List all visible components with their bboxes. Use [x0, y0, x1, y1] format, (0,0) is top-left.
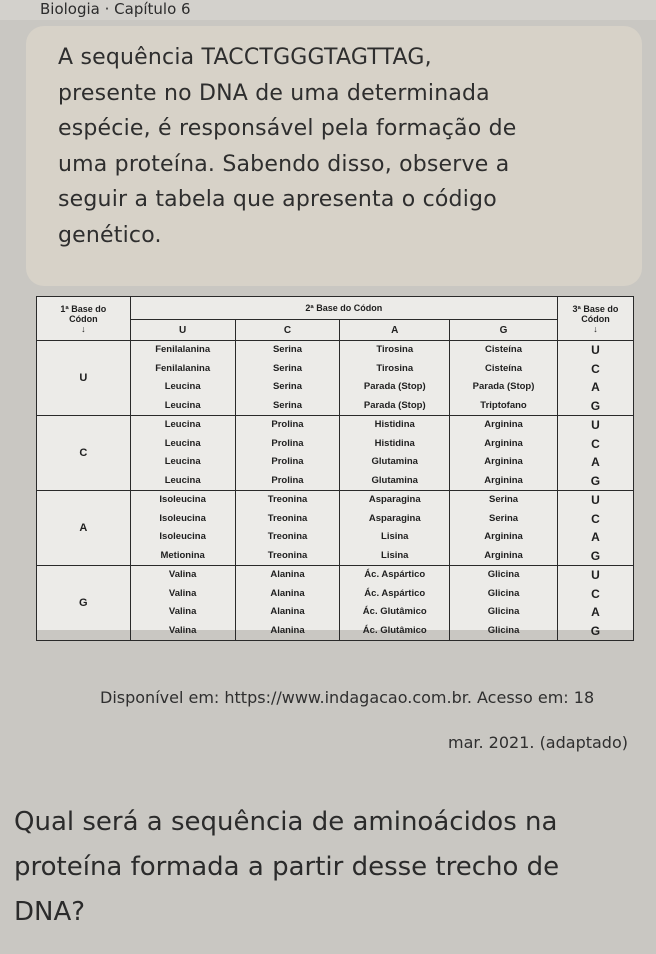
amino-acid-cell: [130, 341, 235, 416]
third-base-label: A: [591, 380, 600, 394]
third-base-label: C: [591, 436, 600, 451]
amino-acid-label: Leucina: [164, 456, 201, 467]
amino-acid-label: Arginina: [484, 456, 523, 467]
amino-acid-label: Lisina: [381, 549, 409, 561]
intro-text: [58, 40, 618, 253]
third-base-label: G: [590, 398, 601, 413]
codon-row-group: [37, 566, 634, 641]
third-base-label: G: [590, 623, 601, 638]
amino-acid-cell: [235, 566, 340, 641]
amino-acid-label: Cisteína: [485, 362, 523, 374]
amino-acid-label: Valina: [168, 606, 197, 617]
first-base-cell: U: [37, 341, 131, 416]
first-base-cell: G: [37, 566, 131, 641]
amino-acid-label: Arginina: [484, 531, 523, 542]
amino-acid-label: Parada (Stop): [472, 381, 535, 392]
amino-acid-label: Leucina: [164, 474, 201, 486]
amino-acid-label: Treonina: [267, 531, 308, 542]
amino-acid-label: Ác. Glutâmico: [362, 606, 427, 617]
amino-acid-label: Prolina: [271, 474, 304, 486]
amino-acid-label: Alanina: [270, 569, 305, 580]
amino-acid-label: Fenilalanina: [155, 362, 211, 374]
amino-acid-label: Alanina: [270, 587, 305, 599]
amino-acid-label: Lisina: [381, 531, 409, 542]
amino-acid-label: Fenilalanina: [155, 344, 211, 355]
third-base-label: G: [590, 473, 601, 488]
third-base-cell: [557, 416, 633, 491]
amino-acid-label: Arginina: [484, 437, 523, 449]
amino-acid-label: Glicina: [487, 569, 520, 580]
amino-acid-label: Treonina: [267, 549, 308, 561]
amino-acid-label: Parada (Stop): [363, 381, 426, 392]
first-base-cell: C: [37, 416, 131, 491]
amino-acid-label: Leucina: [164, 399, 201, 411]
amino-acid-label: Prolina: [271, 456, 304, 467]
amino-acid-label: Valina: [168, 587, 197, 599]
amino-acid-label: Serina: [272, 362, 303, 374]
question-line: DNA?: [14, 897, 86, 927]
intro-line: seguir a tabela que apresenta o código: [58, 187, 497, 212]
amino-acid-label: Histidina: [374, 419, 415, 430]
header-bar: [0, 0, 656, 20]
intro-line: genético.: [58, 222, 162, 248]
amino-acid-label: Asparagina: [368, 512, 421, 524]
question-line: proteína formada a partir desse trecho de: [14, 852, 560, 882]
amino-acid-label: Leucina: [164, 381, 201, 392]
third-base-label: U: [591, 493, 600, 507]
amino-acid-cell: [235, 491, 340, 566]
page-title: Biologia · Capítulo 6: [40, 0, 191, 18]
amino-acid-label: Glutamina: [371, 474, 418, 486]
amino-acid-label: Leucina: [164, 419, 201, 430]
third-base-label: C: [591, 586, 600, 601]
amino-acid-label: Glicina: [487, 587, 520, 599]
amino-acid-label: Alanina: [270, 624, 305, 636]
amino-acid-label: Serina: [272, 381, 303, 392]
amino-acid-label: Serina: [272, 399, 303, 411]
intro-line: A sequência TACCTGGGTAGTTAG,: [58, 45, 432, 70]
third-base-label: U: [591, 418, 600, 432]
source-line-1: Disponível em: https://www.indagacao.com.br. Acesso em: 18: [100, 688, 595, 707]
first-base-header: 1ª Base do Códon ↓: [37, 297, 131, 341]
amino-acid-label: Arginina: [484, 419, 523, 430]
amino-acid-cell: [235, 341, 340, 416]
amino-acid-label: Prolina: [271, 437, 304, 449]
third-base-label: A: [591, 455, 600, 469]
second-base-header: 2ª Base do Códon: [130, 297, 557, 320]
amino-acid-label: Serina: [489, 494, 519, 505]
third-base-label: A: [591, 605, 600, 619]
third-base-label: C: [591, 511, 600, 526]
third-base-cell: [557, 341, 633, 416]
amino-acid-label: Arginina: [484, 474, 523, 486]
second-base-g: G: [450, 320, 558, 341]
amino-acid-cell: [130, 566, 235, 641]
second-base-a: A: [340, 320, 450, 341]
third-base-label: C: [591, 361, 600, 376]
amino-acid-label: Valina: [168, 624, 197, 636]
amino-acid-label: Ác. Glutâmico: [362, 624, 427, 636]
amino-acid-label: Cisteína: [485, 344, 523, 355]
amino-acid-label: Treonina: [267, 512, 308, 524]
codon-row-group: [37, 491, 634, 566]
codon-row-group: [37, 416, 634, 491]
source-line-2: mar. 2021. (adaptado): [448, 733, 628, 752]
question-text: [14, 800, 644, 935]
amino-acid-cell: [450, 341, 558, 416]
amino-acid-label: Arginina: [484, 549, 523, 561]
amino-acid-label: Triptofano: [480, 399, 527, 411]
amino-acid-label: Tirosina: [376, 344, 414, 355]
second-base-c: C: [235, 320, 340, 341]
amino-acid-label: Treonina: [267, 494, 308, 505]
amino-acid-label: Ác. Aspártico: [364, 587, 426, 599]
amino-acid-cell: [450, 566, 558, 641]
amino-acid-label: Glicina: [487, 606, 520, 617]
amino-acid-cell: [130, 491, 235, 566]
amino-acid-label: Alanina: [270, 606, 305, 617]
amino-acid-label: Isoleucina: [159, 494, 206, 505]
amino-acid-label: Isoleucina: [159, 512, 206, 524]
amino-acid-cell: [340, 491, 450, 566]
third-base-cell: [557, 491, 633, 566]
amino-acid-cell: [450, 491, 558, 566]
genetic-code-table: [36, 296, 634, 638]
third-base-header: 3ª Base do Códon ↓: [557, 297, 633, 341]
amino-acid-label: Serina: [272, 344, 303, 355]
third-base-cell: [557, 566, 633, 641]
third-base-label: U: [591, 568, 600, 582]
amino-acid-label: Glutamina: [371, 456, 418, 467]
question-line: Qual será a sequência de aminoácidos na: [14, 807, 558, 837]
amino-acid-label: Glicina: [487, 624, 520, 636]
third-base-label: A: [591, 530, 600, 544]
codon-rows: [37, 341, 634, 641]
amino-acid-label: Tirosina: [376, 362, 414, 374]
amino-acid-cell: [450, 416, 558, 491]
amino-acid-label: Prolina: [271, 419, 304, 430]
amino-acid-cell: [340, 341, 450, 416]
amino-acid-label: Isoleucina: [159, 531, 206, 542]
amino-acid-label: Valina: [168, 569, 197, 580]
amino-acid-label: Serina: [489, 512, 519, 524]
amino-acid-cell: [130, 416, 235, 491]
second-base-u: U: [130, 320, 235, 341]
intro-line: espécie, é responsável pela formação de: [58, 116, 517, 141]
amino-acid-label: Parada (Stop): [363, 399, 426, 411]
amino-acid-label: Metionina: [160, 549, 205, 561]
first-base-cell: A: [37, 491, 131, 566]
third-base-label: G: [590, 548, 601, 563]
codon-row-group: [37, 341, 634, 416]
amino-acid-cell: [340, 416, 450, 491]
amino-acid-cell: [340, 566, 450, 641]
amino-acid-label: Leucina: [164, 437, 201, 449]
intro-line: uma proteína. Sabendo disso, observe a: [58, 151, 510, 177]
amino-acid-cell: [235, 416, 340, 491]
amino-acid-label: Ác. Aspártico: [364, 569, 426, 580]
amino-acid-label: Histidina: [374, 437, 415, 449]
intro-line: presente no DNA de uma determinada: [58, 80, 490, 106]
third-base-label: U: [591, 343, 600, 357]
amino-acid-label: Asparagina: [368, 494, 421, 505]
